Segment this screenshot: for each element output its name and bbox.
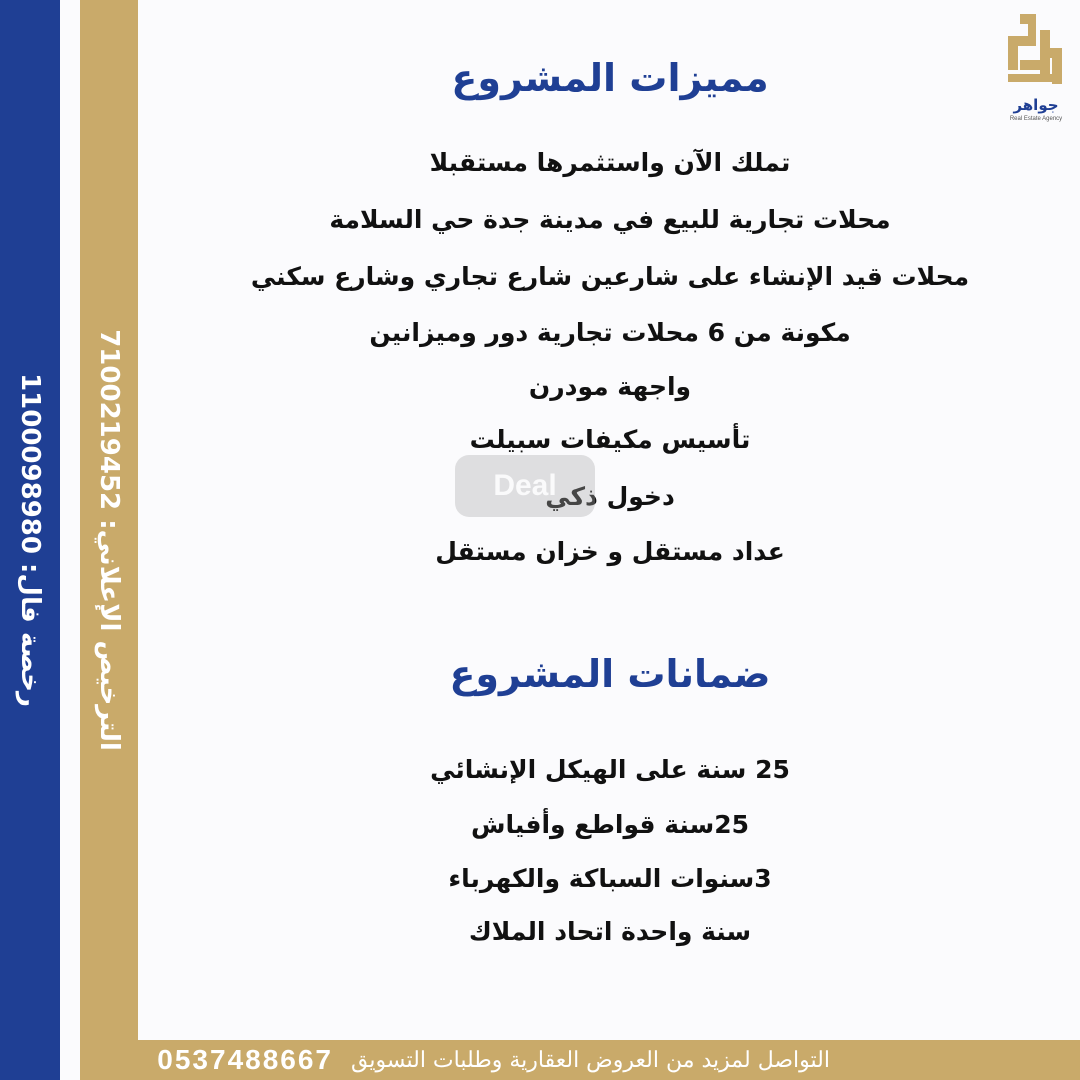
footer-phone[interactable]: 0537488667 bbox=[157, 1044, 334, 1075]
watermark-logo: Deal bbox=[455, 455, 595, 517]
license-text: رخصة فال: 1100098980 bbox=[15, 373, 45, 707]
logo-tagline: Real Estate Agency bbox=[1009, 116, 1063, 122]
footer-contact-text: التواصل لمزيد من العروض العقارية وطلبات التسويق bbox=[351, 1047, 830, 1073]
feature-item: دخول ذكي bbox=[545, 482, 675, 511]
guarantees-heading: ضمانات المشروع bbox=[449, 652, 771, 696]
feature-item: مكونة من 6 محلات تجارية دور وميزانين bbox=[369, 318, 851, 347]
guarantee-item: 25 سنة على الهيكل الإنشائي bbox=[430, 755, 790, 784]
guarantee-item: سنة واحدة اتحاد الملاك bbox=[468, 917, 752, 946]
footer-bar bbox=[80, 1040, 1080, 1080]
feature-item: تملك الآن واستثمرها مستقبلا bbox=[429, 148, 791, 177]
feature-item: محلات قيد الإنشاء على شارعين شارع تجاري وشارع سكني bbox=[250, 262, 970, 291]
bar-gap bbox=[60, 0, 80, 1080]
guarantee-item: 25سنة قواطع وأفياش bbox=[471, 810, 749, 839]
ad-permit-text: الترخيص الإعلاني: 7100219452 bbox=[94, 329, 124, 751]
logo-name: جواهر bbox=[1013, 96, 1059, 114]
feature-item: واجهة مودرن bbox=[528, 372, 692, 401]
feature-item: تأسيس مكيفات سبيلت bbox=[469, 425, 751, 454]
guarantee-item: 3سنوات السباكة والكهرباء bbox=[448, 864, 772, 893]
feature-item: عداد مستقل و خزان مستقل bbox=[435, 537, 785, 566]
features-heading: مميزات المشروع bbox=[451, 56, 769, 100]
feature-item: محلات تجارية للبيع في مدينة جدة حي السلامة bbox=[329, 205, 891, 234]
